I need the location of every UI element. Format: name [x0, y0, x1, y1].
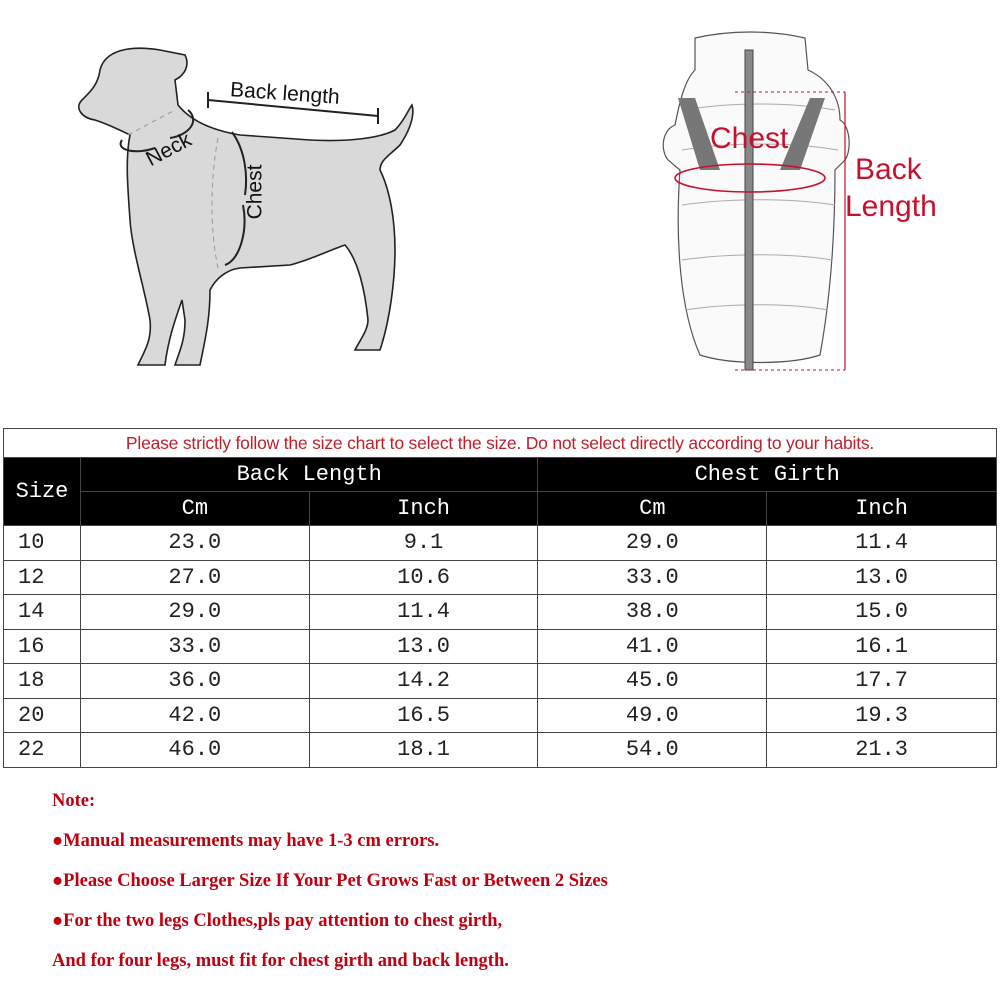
note-item: ●For the two legs Clothes,pls pay attention to chest girth,: [52, 911, 503, 931]
table-row: [4, 595, 997, 630]
chest-cm-cell: 41.0: [538, 629, 767, 664]
back-inch-cell: 11.4: [309, 595, 538, 630]
size-notice: Please strictly follow the size chart to select the size. Do not select directly according to your habits.: [4, 429, 997, 458]
dog-measurement-diagram: [60, 20, 460, 390]
back-cm-cell: 33.0: [80, 629, 309, 664]
back-inch-cell: 18.1: [309, 733, 538, 768]
size-cell: 14: [4, 595, 81, 630]
back-cm-cell: 29.0: [80, 595, 309, 630]
back-cm-cell: 42.0: [80, 698, 309, 733]
chest-inch-cell: 19.3: [767, 698, 997, 733]
size-cell: 20: [4, 698, 81, 733]
back-cm-cell: 46.0: [80, 733, 309, 768]
coat-back-label: Back: [855, 153, 922, 186]
chest-cm-cell: 54.0: [538, 733, 767, 768]
size-cell: 22: [4, 733, 81, 768]
size-cell: 12: [4, 560, 81, 595]
chest-inch-header: Inch: [767, 492, 997, 526]
table-row: [4, 733, 997, 768]
table-row: [4, 664, 997, 699]
size-cell: 16: [4, 629, 81, 664]
coat-measurement-diagram: [640, 10, 980, 380]
table-row: [4, 526, 997, 561]
note-item: ●Please Choose Larger Size If Your Pet Grows Fast or Between 2 Sizes: [52, 871, 608, 891]
back-cm-header: Cm: [80, 492, 309, 526]
size-cell: 10: [4, 526, 81, 561]
table-row: [4, 629, 997, 664]
size-chart-table: [3, 428, 997, 768]
coat-chest-label: Chest: [710, 122, 789, 155]
back-inch-cell: 16.5: [309, 698, 538, 733]
note-item: ●Manual measurements may have 1-3 cm errors.: [52, 831, 440, 851]
back-inch-cell: 10.6: [309, 560, 538, 595]
chest-cm-cell: 29.0: [538, 526, 767, 561]
table-row: [4, 698, 997, 733]
chest-inch-cell: 11.4: [767, 526, 997, 561]
back-cm-cell: 27.0: [80, 560, 309, 595]
chest-inch-cell: 15.0: [767, 595, 997, 630]
chest-inch-cell: 17.7: [767, 664, 997, 699]
back-length-label: Back length: [229, 78, 341, 109]
chest-cm-cell: 45.0: [538, 664, 767, 699]
chest-cm-header: Cm: [538, 492, 767, 526]
table-row: [4, 560, 997, 595]
note-item: And for four legs, must fit for chest girth and back length.: [52, 951, 509, 971]
size-cell: 18: [4, 664, 81, 699]
coat-length-label: Length: [845, 190, 937, 223]
chest-cm-cell: 38.0: [538, 595, 767, 630]
back-length-header: Back Length: [80, 458, 538, 492]
notes-section: [52, 790, 608, 990]
back-inch-header: Inch: [309, 492, 538, 526]
chest-cm-cell: 49.0: [538, 698, 767, 733]
back-inch-cell: 14.2: [309, 664, 538, 699]
neck-label: Neck: [142, 128, 196, 171]
notes-title: Note:: [52, 791, 96, 811]
chest-inch-cell: 16.1: [767, 629, 997, 664]
chest-label: Chest: [243, 164, 267, 220]
chest-girth-header: Chest Girth: [538, 458, 997, 492]
back-cm-cell: 36.0: [80, 664, 309, 699]
back-inch-cell: 9.1: [309, 526, 538, 561]
back-inch-cell: 13.0: [309, 629, 538, 664]
back-cm-cell: 23.0: [80, 526, 309, 561]
chest-inch-cell: 13.0: [767, 560, 997, 595]
chest-cm-cell: 33.0: [538, 560, 767, 595]
size-header: Size: [4, 458, 81, 526]
chest-inch-cell: 21.3: [767, 733, 997, 768]
